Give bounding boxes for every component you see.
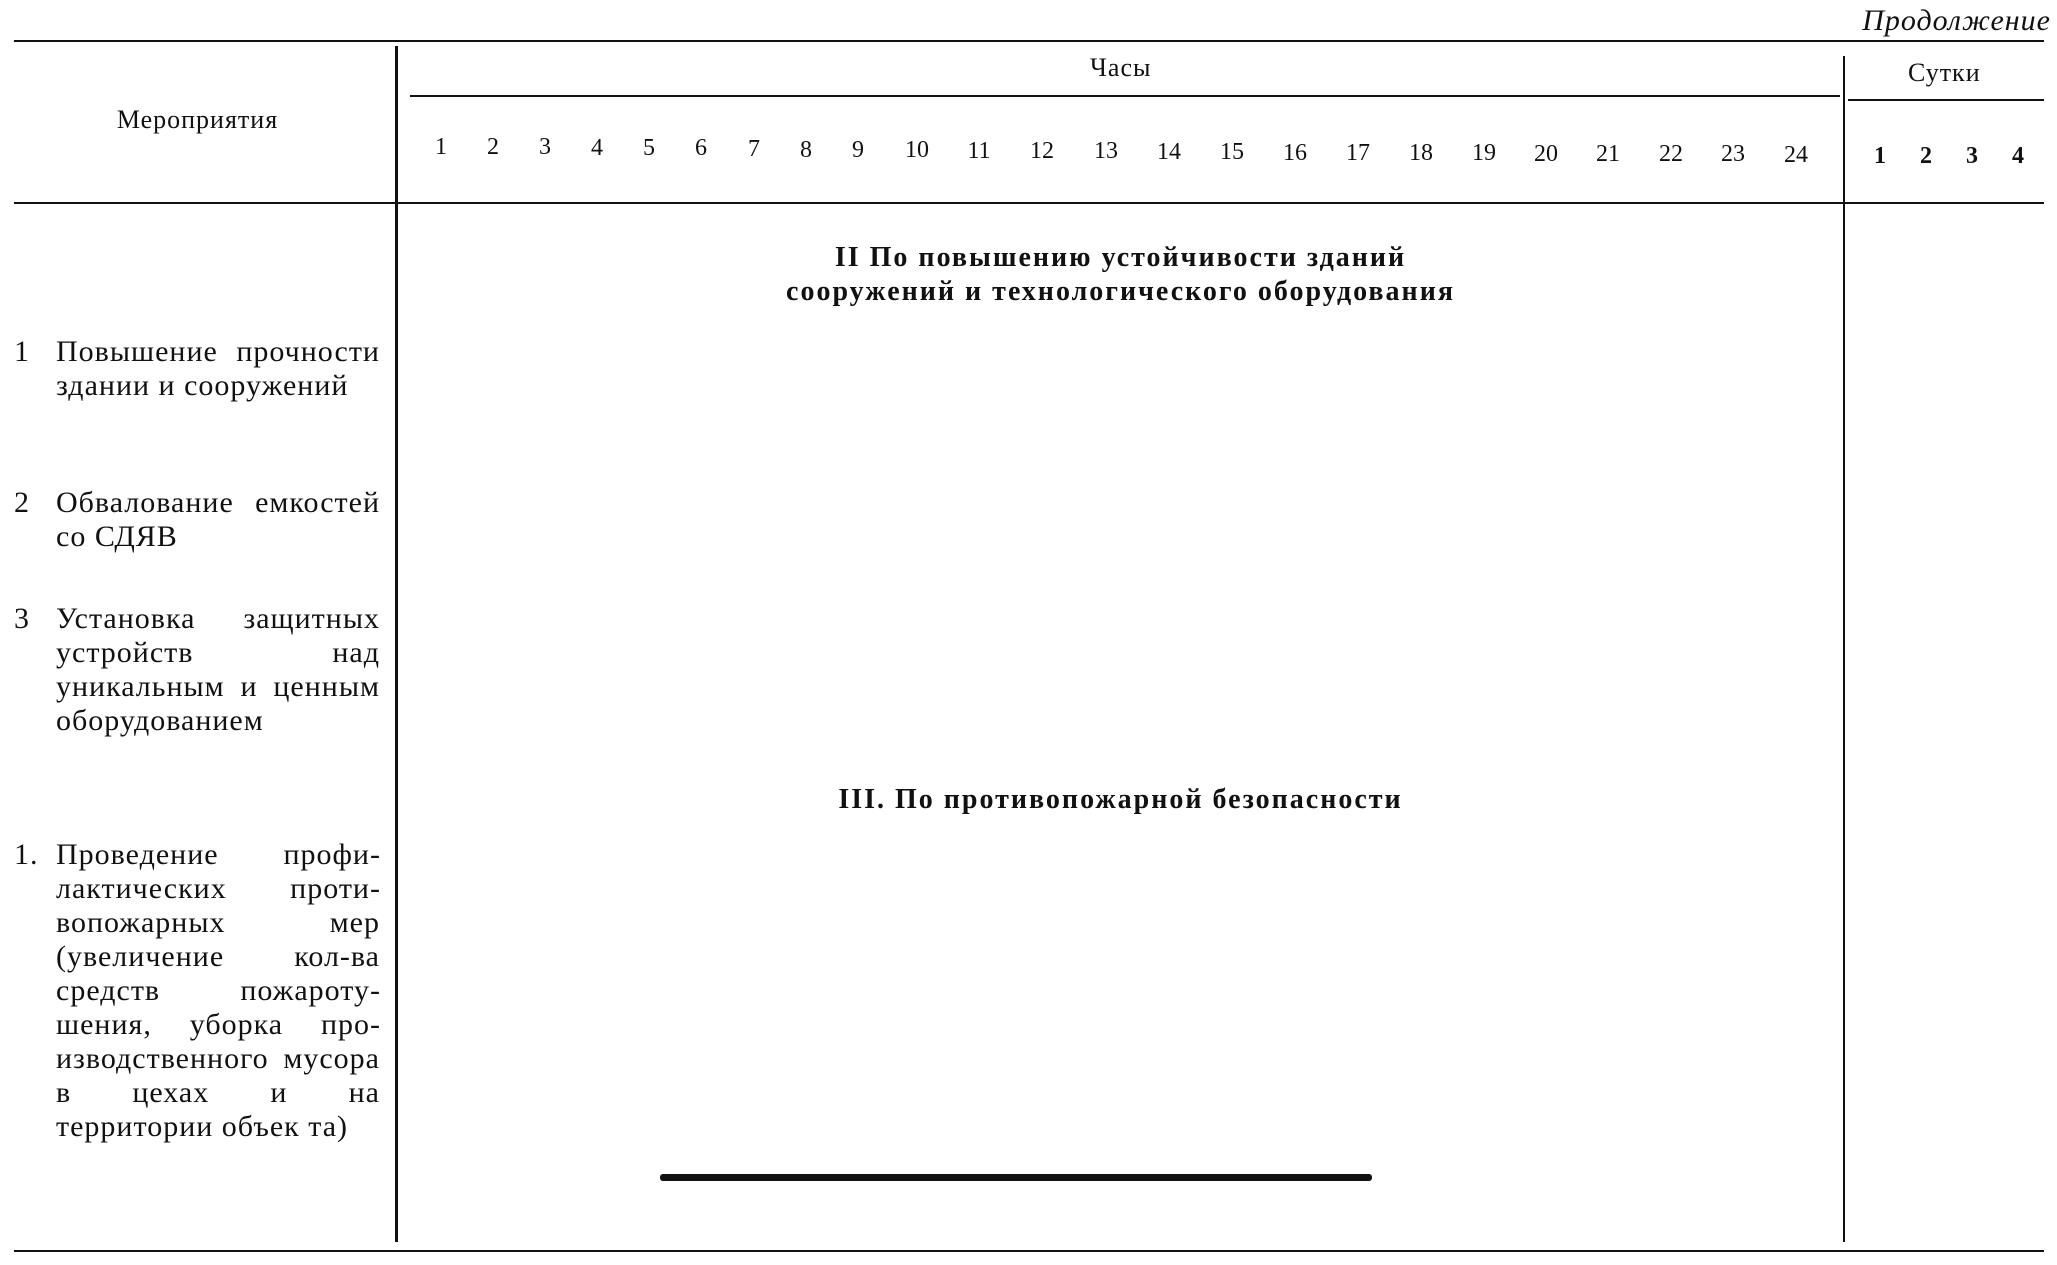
hour-tick: 6 bbox=[695, 135, 707, 161]
section-iii-title bbox=[398, 783, 1843, 817]
hour-tick: 1 bbox=[435, 134, 447, 160]
hour-tick: 12 bbox=[1030, 138, 1054, 164]
event-item bbox=[14, 838, 380, 1144]
hour-tick: 4 bbox=[591, 135, 603, 161]
section-ii-title-line2: сооружений и технологического оборудования bbox=[786, 276, 1455, 307]
hour-tick: 23 bbox=[1721, 141, 1745, 167]
header-bottom-rule bbox=[14, 202, 2044, 204]
event-text: Установка защитных устройств над уникальным и ценным оборудованием bbox=[56, 602, 380, 737]
hour-tick: 13 bbox=[1094, 138, 1118, 164]
hour-tick: 24 bbox=[1784, 142, 1808, 168]
days-column-border bbox=[1843, 56, 1845, 1242]
event-number: 2 bbox=[14, 486, 30, 519]
event-number: 1. bbox=[14, 838, 39, 871]
hour-tick: 2 bbox=[487, 134, 499, 160]
days-header: Сутки bbox=[1908, 58, 1981, 87]
hours-divider-rule bbox=[410, 95, 1840, 97]
hour-tick: 9 bbox=[852, 137, 864, 163]
schedule-duration-bar bbox=[660, 1174, 1372, 1181]
hour-tick: 16 bbox=[1283, 140, 1307, 166]
header-top-rule bbox=[14, 40, 2044, 42]
day-tick: 3 bbox=[1966, 143, 1978, 169]
event-number: 1 bbox=[14, 335, 30, 368]
event-item bbox=[14, 335, 380, 403]
day-tick: 4 bbox=[2012, 143, 2024, 169]
day-tick: 2 bbox=[1920, 143, 1932, 169]
event-item bbox=[14, 602, 380, 738]
hour-tick: 3 bbox=[539, 134, 551, 160]
events-column-header: Мероприятия bbox=[116, 105, 279, 134]
hour-tick: 22 bbox=[1659, 141, 1683, 167]
events-column-border bbox=[395, 46, 398, 1242]
event-text: Обвалование емкостей со СДЯВ bbox=[56, 486, 380, 553]
section-ii-title-line1: II По повышению устойчивости зданий bbox=[834, 242, 1407, 273]
hour-tick: 19 bbox=[1472, 140, 1496, 166]
hours-header: Часы bbox=[1090, 53, 1152, 82]
days-divider-rule bbox=[1848, 99, 2044, 101]
section-iii-title-line1: III. По противопожарной безопасности bbox=[838, 784, 1403, 815]
hour-tick: 18 bbox=[1409, 140, 1433, 166]
event-number: 3 bbox=[14, 602, 30, 635]
hour-tick: 5 bbox=[643, 135, 655, 161]
hour-tick: 20 bbox=[1534, 141, 1558, 167]
hour-tick: 14 bbox=[1157, 139, 1181, 165]
hour-tick: 10 bbox=[905, 137, 929, 163]
hour-tick: 7 bbox=[748, 136, 760, 162]
event-item bbox=[14, 486, 380, 554]
continuation-caption: Продолжение bbox=[1862, 4, 2051, 37]
section-ii-title bbox=[398, 241, 1843, 309]
hour-tick: 15 bbox=[1220, 139, 1244, 165]
table-bottom-rule bbox=[14, 1250, 2044, 1252]
hour-tick: 17 bbox=[1346, 140, 1370, 166]
hour-tick: 21 bbox=[1596, 141, 1620, 167]
hour-tick: 11 bbox=[967, 138, 991, 164]
day-tick: 1 bbox=[1874, 143, 1886, 169]
event-text: Проведение профилактических противопожарных мер (увеличение кол-ва средств пожаротушения, уборка производственного мусора в цехах и на территории объек та) bbox=[56, 838, 380, 1143]
hour-tick: 8 bbox=[800, 137, 812, 163]
event-text: Повышение прочности здании и сооружений bbox=[56, 335, 380, 402]
